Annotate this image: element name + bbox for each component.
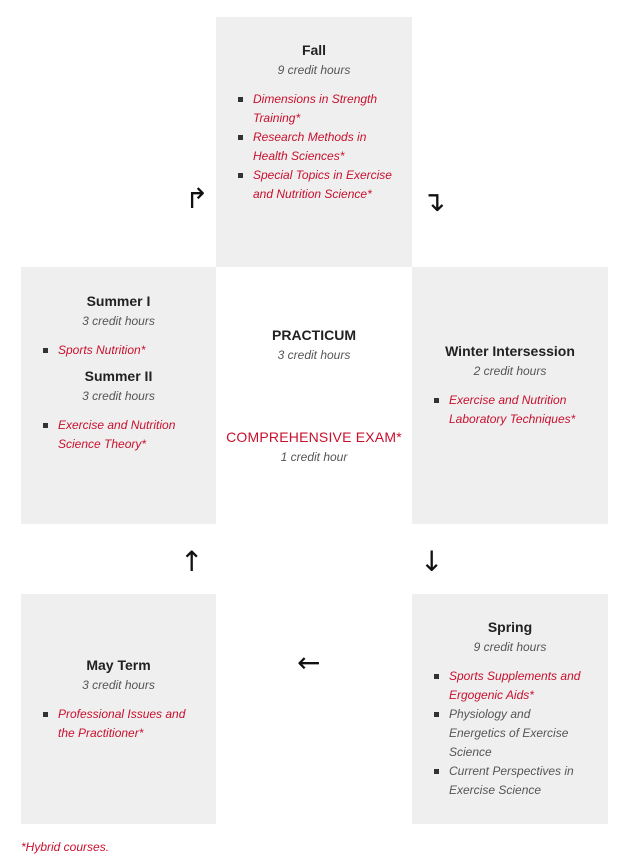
summer1-course-list (41, 341, 196, 360)
mayterm-hours: 3 credit hours (82, 678, 155, 692)
mayterm-title: May Term (86, 657, 151, 673)
arrow-left-icon: ← (297, 646, 321, 679)
course-item: Exercise and Nutrition Laboratory Techniques* (432, 391, 588, 429)
winter-hours: 2 credit hours (473, 364, 547, 378)
summer1-hours: 3 credit hours (82, 314, 155, 328)
footnote: *Hybrid courses. (21, 840, 110, 854)
exam-hours: 1 credit hour (280, 450, 348, 464)
course-item: Dimensions in Strength Training* (236, 90, 392, 128)
spring-box (412, 594, 608, 824)
mayterm-box (21, 594, 216, 824)
course-item: Exercise and Nutrition Science Theory* (41, 416, 196, 454)
fall-hours: 9 credit hours (277, 63, 351, 77)
spring-course-list (432, 667, 588, 800)
summer1-title: Summer I (86, 293, 151, 309)
fall-box (216, 17, 412, 267)
course-item: Professional Issues and the Practitioner* (41, 705, 196, 743)
arrow-down-right-icon: ↴ (422, 185, 446, 218)
fall-title: Fall (301, 42, 327, 58)
practicum-title: PRACTICUM (272, 327, 356, 343)
center-area (216, 267, 412, 524)
fall-course-list (236, 90, 392, 204)
arrow-up-icon: ↑ (180, 545, 204, 578)
winter-course-list (432, 391, 588, 429)
mayterm-course-list (41, 705, 196, 743)
summer-box (21, 267, 216, 524)
summer2-hours: 3 credit hours (82, 389, 155, 403)
course-item: Physiology and Energetics of Exercise Science (432, 705, 588, 762)
summer2-course-list (41, 416, 196, 454)
course-item: Special Topics in Exercise and Nutrition Science* (236, 166, 392, 204)
spring-hours: 9 credit hours (473, 640, 547, 654)
course-item: Current Perspectives in Exercise Science (432, 762, 588, 800)
winter-title: Winter Intersession (445, 343, 575, 359)
arrow-up-right-icon: ↱ (185, 182, 209, 215)
winter-box (412, 267, 608, 524)
arrow-down-icon: ↓ (420, 545, 444, 578)
spring-title: Spring (487, 619, 533, 635)
exam-title: COMPREHENSIVE EXAM* (226, 429, 402, 445)
course-item: Sports Supplements and Ergogenic Aids* (432, 667, 588, 705)
course-item: Sports Nutrition* (41, 341, 196, 360)
course-item: Research Methods in Health Sciences* (236, 128, 392, 166)
practicum-hours: 3 credit hours (277, 348, 351, 362)
summer2-title: Summer II (84, 368, 153, 384)
